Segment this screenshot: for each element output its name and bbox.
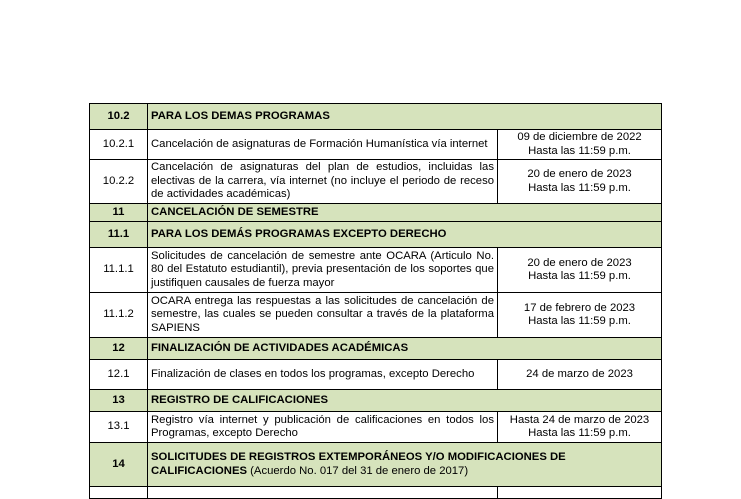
- section-row: [90, 204, 662, 222]
- item-number: 11.1.2: [90, 293, 148, 338]
- section-title: [148, 443, 662, 487]
- item-number: 13.1: [90, 412, 148, 443]
- item-date: [498, 293, 662, 338]
- table-row: [90, 293, 662, 338]
- date-text: 17 de febrero de 2023: [523, 301, 636, 314]
- item-date: [498, 360, 662, 390]
- item-description: Cancelación de asignaturas de Formación Humanística vía internet: [148, 130, 498, 160]
- section-title: PARA LOS DEMÁS PROGRAMAS EXCEPTO DERECHO: [148, 222, 662, 248]
- item-description: Finalización de clases en todos los programas, excepto Derecho: [148, 360, 498, 390]
- item-date: [498, 248, 662, 293]
- date-text: 20 de enero de 2023: [527, 168, 632, 180]
- time-text: Hasta las 11:59 p.m.: [528, 427, 631, 439]
- section-number: 11.1: [90, 222, 148, 248]
- section-row: [90, 338, 662, 360]
- date-text: 24 de marzo de 2023: [526, 367, 633, 380]
- section-title-text: SOLICITUDES DE REGISTROS EXTEMPORÁNEOS Y/O MODIFICACIONES DE CALIFICACIONES: [151, 451, 566, 477]
- item-date: [498, 130, 662, 160]
- date-text: 20 de enero de 2023: [527, 256, 632, 269]
- section-number: 14: [90, 443, 148, 487]
- section-row: [90, 222, 662, 248]
- section-title: CANCELACIÓN DE SEMESTRE: [148, 204, 662, 222]
- table-row: [90, 412, 662, 443]
- section-row: [90, 443, 662, 487]
- section-number: 13: [90, 390, 148, 412]
- item-number: 10.2.1: [90, 130, 148, 160]
- section-title: FINALIZACIÓN DE ACTIVIDADES ACADÉMICAS: [148, 338, 662, 360]
- item-description: Registro vía internet y publicación de calificaciones en todos los Programas, excepto Derecho: [148, 412, 498, 443]
- date-text: 09 de diciembre de 2022: [517, 131, 642, 143]
- empty-cell: [148, 487, 498, 499]
- table-row: [90, 130, 662, 160]
- time-text: Hasta las 11:59 p.m.: [528, 315, 631, 327]
- item-number: 12.1: [90, 360, 148, 390]
- section-number: 11: [90, 204, 148, 222]
- item-number: 11.1.1: [90, 248, 148, 293]
- section-number: 10.2: [90, 104, 148, 130]
- table-row-partial: [90, 487, 662, 499]
- empty-cell: [90, 487, 148, 499]
- time-text: Hasta las 11:59 p.m.: [528, 270, 631, 282]
- date-text: Hasta 24 de marzo de 2023: [509, 413, 650, 426]
- item-number: 10.2.2: [90, 160, 148, 204]
- table-row: [90, 360, 662, 390]
- section-title: PARA LOS DEMAS PROGRAMAS: [148, 104, 662, 130]
- section-title: REGISTRO DE CALIFICACIONES: [148, 390, 662, 412]
- table-row: [90, 248, 662, 293]
- item-description: OCARA entrega las respuestas a las solicitudes de cancelación de semestre, las cuales se pueden consultar a través de la plataforma SAPIENS: [148, 293, 498, 338]
- academic-calendar-table: [89, 103, 662, 499]
- section-number: 12: [90, 338, 148, 360]
- time-text: Hasta las 11:59 p.m.: [528, 181, 631, 194]
- item-date: [498, 160, 662, 204]
- item-description: Solicitudes de cancelación de semestre ante OCARA (Articulo No. 80 del Estatuto estudiantil), previa presentación de los soportes que justifiquen causales de fuerza mayor: [148, 248, 498, 293]
- section-note: (Acuerdo No. 017 del 31 de enero de 2017): [247, 464, 469, 477]
- item-description: Cancelación de asignaturas del plan de estudios, incluidas las electivas de la carrera, vía internet (no incluye el periodo de receso de actividades académicas): [148, 160, 498, 204]
- time-text: Hasta las 11:59 p.m.: [528, 144, 631, 157]
- section-row: [90, 390, 662, 412]
- section-row: [90, 104, 662, 130]
- empty-cell: [498, 487, 662, 499]
- table-row: [90, 160, 662, 204]
- item-date: [498, 412, 662, 443]
